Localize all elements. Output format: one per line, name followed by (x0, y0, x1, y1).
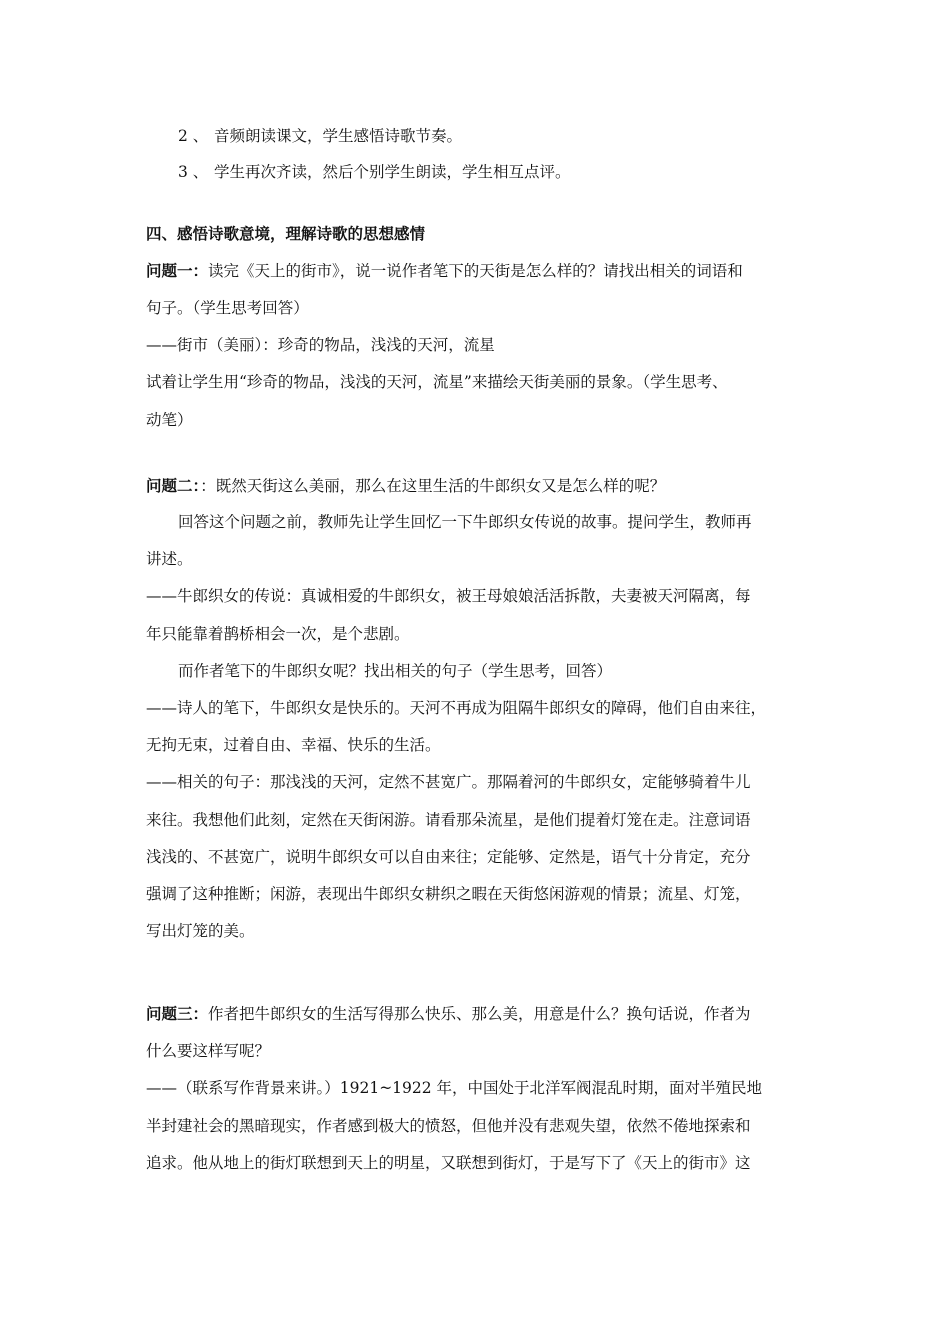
paragraph-cont: 讲述。 (146, 550, 193, 568)
step-text: 学生再次齐读，然后个别学生朗读，学生相互点评。 (214, 163, 571, 181)
step-2 (178, 126, 858, 146)
step-text: 音频朗读课文，学生感悟诗歌节奏。 (214, 127, 463, 145)
paragraph: 回答这个问题之前，教师先让学生回忆一下牛郎织女传说的故事。提问学生，教师再 (178, 513, 752, 531)
task-1: 试着让学生用“珍奇的物品，浅浅的天河，流星”来描绘天街美丽的景象。（学生思考、 (146, 373, 728, 391)
paragraph-cont: 强调了这种推断；闲游，表现出牛郎织女耕织之暇在天街悠闲游观的情景；流星、灯笼， (146, 885, 751, 903)
step-number: 3 、 (178, 163, 209, 181)
answer-1: ——街市（美丽）：珍奇的物品，浅浅的天河，流星 (146, 336, 495, 354)
question-text: 读完《天上的街市》，说一说作者笔下的天街是怎么样的？请找出相关的词语和 (208, 262, 743, 280)
paragraph-cont: 浅浅的、不甚宽广，说明牛郎织女可以自由来往；定能够、定然是，语气十分肯定，充分 (146, 848, 751, 866)
question-1 (146, 261, 826, 281)
question-label: 问题二： (146, 477, 201, 495)
question-1-cont: 句子。（学生思考回答） (146, 299, 309, 317)
task-1-cont: 动笔） (146, 411, 193, 429)
paragraph-cont: 无拘无束，过着自由、幸福、快乐的生活。 (146, 736, 441, 754)
question-label: 问题一： (146, 262, 209, 280)
question-2 (146, 476, 826, 496)
step-3 (178, 162, 858, 182)
paragraph-cont: 来往。我想他们此刻，定然在天街闲游。请看那朵流星，是他们提着灯笼在走。注意词语 (146, 811, 751, 829)
paragraph-cont: 半封建社会的黑暗现实，作者感到极大的愤怒，但他并没有悲观失望，依然不倦地探索和 (146, 1117, 751, 1135)
paragraph-cont: 年只能靠着鹊桥相会一次，是个悲剧。 (146, 625, 410, 643)
section-heading: 四、感悟诗歌意境，理解诗歌的思想感情 (146, 225, 426, 243)
paragraph-cont: 写出灯笼的美。 (146, 922, 255, 940)
question-3 (146, 1004, 826, 1024)
question-text: ：既然天街这么美丽，那么在这里生活的牛郎织女又是怎么样的呢？ (200, 477, 666, 495)
paragraph: ——牛郎织女的传说：真诚相爱的牛郎织女，被王母娘娘活活拆散，夫妻被天河隔离，每 (146, 587, 751, 605)
step-number: 2 、 (178, 127, 209, 145)
paragraph: 而作者笔下的牛郎织女呢？找出相关的句子（学生思考，回答） (178, 662, 613, 680)
question-3-cont: 什么要这样写呢？ (146, 1042, 271, 1060)
paragraph: ——（联系写作背景来讲。）1921~1922 年，中国处于北洋军阀混乱时期，面对半殖民地 (146, 1079, 763, 1097)
question-label: 问题三： (146, 1005, 209, 1023)
question-text: 作者把牛郎织女的生活写得那么快乐、那么美，用意是什么？换句话说，作者为 (208, 1005, 751, 1023)
paragraph-cont: 追求。他从地上的街灯联想到天上的明星，又联想到街灯，于是写下了《天上的街市》这 (146, 1154, 751, 1172)
paragraph: ——诗人的笔下，牛郎织女是快乐的。天河不再成为阻隔牛郎织女的障碍，他们自由来往， (146, 699, 767, 717)
paragraph: ——相关的句子：那浅浅的天河，定然不甚宽广。那隔着河的牛郎织女，定能够骑着牛儿 (146, 773, 751, 791)
